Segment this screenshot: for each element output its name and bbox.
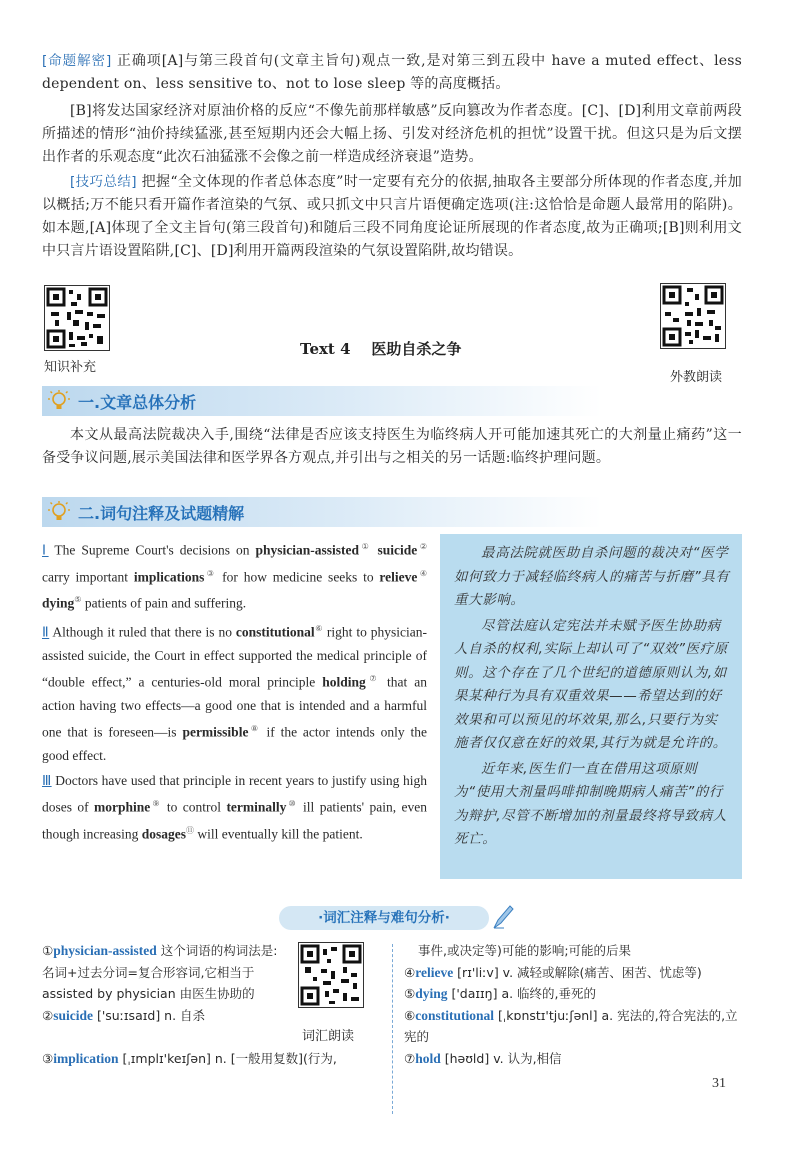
qr-code-reading[interactable] (660, 283, 726, 349)
vocab-definition: [ˌkɒnstɪ'tjuːʃənl] a. 宪法的,符合宪法的,立宪的 (404, 1007, 738, 1044)
vocab-entry (404, 1005, 744, 1048)
section1-text: 本文从最高法院裁决入手,围绕“法律是否应该支持医生为临终病人开可能加速其死亡的大剂量止痛药”这一备受争议问题,展示美国法律和医学界各方观点,并引出与之相关的另一话题:临终护理问题。 (42, 427, 742, 466)
vocab-entry (42, 940, 280, 1005)
text: The Supreme Court's decisions on (48, 542, 256, 558)
footnote-marker: ③ (204, 568, 217, 578)
analysis-text-1: 正确项[A]与第三段首句(文章主旨句)观点一致,是对第三到五段中 have a muted effect、less dependent on、less sensitive to、not to lose sleep 等的高度概括。 (42, 53, 743, 92)
vocab-headword: dying (415, 986, 448, 1001)
text: to control (161, 799, 227, 815)
qr-caption-vocab: 词汇朗读 (302, 1029, 355, 1044)
section-heading-bar-1 (42, 386, 602, 416)
vocab-definition: [rɪ'liːv] v. 减轻或解除(痛苦、困苦、忧虑等) (453, 964, 702, 980)
vocab-number: ① (42, 943, 54, 958)
section-heading-1: 一.文章总体分析 (78, 393, 197, 412)
translation-box (440, 534, 742, 879)
vocab-headword: hold (415, 1050, 441, 1066)
vocab-word[interactable]: dying (42, 595, 75, 611)
translation-text (454, 542, 730, 852)
footnote-marker: ⑦ (365, 674, 381, 684)
vocab-headword: suicide (53, 1007, 93, 1023)
qr-code-knowledge[interactable] (44, 285, 110, 351)
analysis-paragraph-3 (42, 171, 742, 263)
english-paragraph-1 (42, 535, 427, 615)
qr-icon (299, 943, 363, 1007)
text: that an action having two effects—a good one that is intended and a harmful one that is foreseen—is (42, 674, 427, 740)
vocab-definition: ['suːɪsaɪd] n. 自杀 (92, 1007, 206, 1023)
vocab-entry (404, 1048, 744, 1070)
qr-caption-knowledge: 知识补充 (44, 360, 97, 375)
vocab-definition: 事件,或决定等)可能的影响;可能的后果 (418, 943, 632, 958)
vocab-headword: relieve (415, 964, 454, 980)
footnote-marker: ⑥ (314, 624, 323, 634)
text-title: Text 4 医助自杀之争 (300, 340, 462, 358)
footnote-marker: ⑨ (150, 799, 162, 809)
lightbulb-icon (48, 390, 70, 412)
vocab-word[interactable]: suicide (377, 542, 418, 558)
footnote-marker: ④ (417, 568, 428, 578)
footnote-marker: ⑤ (74, 595, 82, 605)
text: will eventually kill the patient. (194, 826, 363, 842)
vocab-headword: implication (53, 1051, 119, 1066)
vocab-word[interactable]: constitutional (235, 624, 315, 640)
vocab-column-left (42, 940, 280, 1026)
english-paragraph-2 (42, 617, 427, 767)
qr-caption-reading: 外教朗读 (670, 370, 723, 385)
page-number: 31 (712, 1076, 726, 1091)
vocab-definition: 这个词语的构词法是:名词+过去分词=复合形容词,它相当于 assisted by physician 由医生协助的 (42, 943, 278, 1001)
analysis-text-3: 把握“全文体现的作者总体态度”时一定要有充分的依据,抽取各主要部分所体现的作者态度,并加以概括;万不能只看开篇作者渲染的气氛、或只抓文中只言片语便确定选项(注:这恰恰是命题人最常用的陷阱)。如本题,[A]体现了全文主旨句(第三段首句)和随后三段不同角度论证所展现的作者态度,故为正确项;[B]则利用文中只言片语设置陷阱,[C]、[D]利用开篇两段渲染的气氛设置陷阱,故均错误。 (42, 174, 743, 259)
vocab-word[interactable]: dosages (141, 826, 186, 842)
text: if the actor intends only the good effect. (42, 724, 427, 763)
vocab-entry-wide (42, 1048, 387, 1070)
vocab-number: ⑤ (404, 986, 416, 1001)
translation-paragraph-3: 近年来,医生们一直在借用这项原则为“使用大剂量吗啡抑制晚期病人痛苦”的行为辩护,尽管不断增加的剂量最终将导致病人死亡。 (454, 760, 727, 847)
vocab-definition: [ˌɪmplɪ'keɪʃən] n. [一般用复数](行为, (118, 1051, 337, 1066)
vocab-word[interactable]: holding (322, 674, 366, 690)
vocab-word[interactable]: physician-assisted (255, 542, 360, 558)
english-passage (42, 535, 427, 845)
text: carry important (42, 569, 134, 585)
pen-icon (492, 904, 514, 930)
vocab-entry (42, 1005, 280, 1027)
section1-body (42, 424, 742, 470)
vocab-section-title (279, 906, 489, 930)
analysis-paragraph-1 (42, 50, 742, 96)
footnote-marker: ② (417, 542, 428, 551)
vocab-headword: physician-assisted (53, 943, 157, 958)
footnote-marker: ⑩ (286, 799, 298, 809)
lightbulb-icon (48, 501, 70, 523)
tag-mingti-jiemi: [命题解密] (42, 53, 112, 69)
text: for how medicine seeks to (216, 569, 380, 585)
analysis-paragraph-2 (42, 100, 742, 169)
vocab-word[interactable]: implications (133, 569, 205, 585)
vocab-number: ③ (42, 1051, 54, 1066)
footnote-marker: ① (359, 542, 372, 551)
footnote-marker: ⑧ (248, 723, 261, 733)
paragraph-number: Ⅰ (42, 542, 49, 558)
paragraph-number: Ⅲ (42, 772, 52, 788)
vocab-word[interactable]: terminally (226, 799, 287, 815)
text: patients of pain and suffering. (81, 595, 247, 611)
vocab-entry (404, 940, 744, 962)
vocab-number: ④ (404, 964, 416, 980)
translation-paragraph-1: 最高法院就医助自杀问题的裁决对“医学如何致力于减轻临终病人的痛苦与折磨”具有重大影响。 (454, 545, 730, 608)
vocab-number: ⑥ (404, 1007, 416, 1023)
qr-icon (661, 284, 725, 348)
vocab-word[interactable]: morphine (94, 799, 151, 815)
vocab-number: ⑦ (404, 1050, 416, 1066)
vocab-number: ② (42, 1007, 54, 1023)
text: ill patients' pain, even though increasing (42, 799, 428, 842)
translation-paragraph-2: 尽管法庭认定宪法并未赋予医生协助病人自杀的权利,实际上却认可了“双效”医疗原则。这个存在了几个世纪的道德原则认为,如果某种行为具有双重效果——希望达到的好效果和可以预见的坏效果,那么,只要行为实施者仅仅意在好的效果,其行为就是允许的。 (454, 617, 728, 751)
vocab-title-text: ·词汇注释与难句分析· (318, 910, 450, 926)
column-divider (392, 944, 393, 1114)
vocab-headword: constitutional (415, 1007, 494, 1023)
analysis-text-2: [B]将发达国家经济对原油价格的反应“不像先前那样敏感”反向篡改为作者态度。[C]、[D]利用文章前两段所描述的情形“油价持续猛涨,甚至短期内还会大幅上扬、引发对经济危机的担忧”设置干扰。但这只是为后文摆出作者的乐观态度“此次石油猛涨不会像之前一样造成经济衰退”造势。 (42, 103, 742, 165)
text: right to physician-assisted suicide, the Court in effect supported the medical principle of “double effect,” a centuries-old moral principle (42, 624, 428, 690)
vocab-word[interactable]: relieve (379, 569, 418, 585)
vocab-definition: [həʊld] v. 认为,相信 (440, 1050, 562, 1066)
section-heading-bar-2 (42, 497, 602, 527)
qr-icon (45, 286, 109, 350)
paragraph-number: Ⅱ (42, 624, 50, 640)
vocab-column-right (404, 940, 744, 1069)
vocab-entry (404, 962, 744, 984)
vocab-entry (404, 983, 744, 1005)
section-heading-2: 二.词句注释及试题精解 (78, 504, 245, 523)
text: Doctors have used that principle in recent years to justify using high doses of (42, 772, 427, 815)
footnote-marker: ⑪ (186, 825, 194, 835)
tag-jiqiao-zongjie: [技巧总结] (70, 174, 137, 190)
qr-code-vocab[interactable] (298, 942, 364, 1008)
vocab-definition: ['daɪɪŋ] a. 临终的,垂死的 (447, 986, 597, 1001)
text: Although it ruled that there is no (49, 624, 236, 640)
vocab-word[interactable]: permissible (182, 724, 249, 740)
english-paragraph-3 (42, 769, 427, 846)
